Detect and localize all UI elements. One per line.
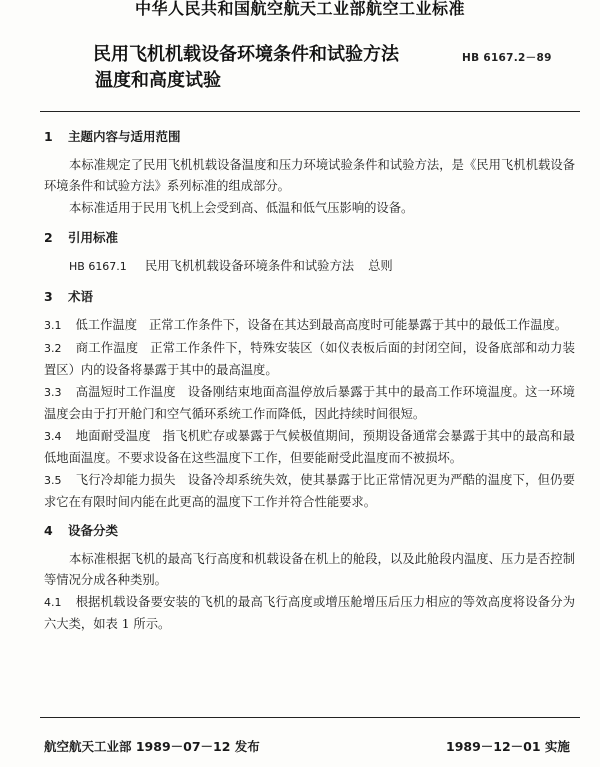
section-1-heading: [44, 127, 575, 147]
section-4-paragraph-1: 本标准根据飞机的最高飞行高度和机载设备在机上的舱段，以及此舱段内温度、压力是否控制等情况分成各种类别。: [44, 552, 575, 587]
term-name: 低工作温度: [75, 317, 137, 332]
reference-code: HB 6167.1: [69, 259, 127, 273]
section-1-paragraph-1: 本标准规定了民用飞机机载设备温度和压力环境试验条件和试验方法，是《民用飞机机载设备环境条件和试验方法》系列标准的组成部分。: [44, 158, 575, 193]
section-title: 主题内容与适用范围: [68, 129, 181, 144]
term-number: 3.3: [44, 386, 62, 399]
term-definition: 正常工作条件下，设备在其达到最高高度时可能暴露于其中的最低工作温度。: [149, 317, 568, 332]
term-3-2: [44, 338, 575, 380]
section-number: 2: [44, 229, 53, 245]
term-number: 3.4: [44, 430, 62, 443]
section-1-paragraph-2: 本标准适用于民用飞机上会受到高、低温和低气压影响的设备。: [69, 201, 414, 215]
term-3-5: [44, 470, 575, 512]
section-3-heading: [44, 287, 575, 307]
term-name: 地面耐受温度: [75, 429, 151, 443]
section-4-heading: [44, 521, 575, 541]
issue-date: 航空航天工业部 1989－07－12 发布: [44, 739, 260, 754]
footer-divider: [40, 717, 580, 718]
clause-text: 根据机载设备要安装的飞机的最高飞行高度或增压舱增压后压力相应的等效高度将设备分为六大类，如表 1 所示。: [44, 595, 575, 631]
document-body: [44, 127, 575, 636]
section-title: 设备分类: [68, 523, 119, 538]
clause-number: 4.1: [44, 596, 62, 609]
term-name: 商工作温度: [75, 341, 139, 355]
term-definition: 设备冷却系统失效，使其暴露于比正常情况更为严酷的温度下，但仍要求它在有限时间内能在此更高的温度下工作并符合性能要求。: [44, 473, 575, 509]
section-number: 1: [44, 129, 53, 144]
term-number: 3.1: [44, 318, 62, 332]
term-3-1: [44, 315, 575, 337]
term-number: 3.5: [44, 474, 62, 487]
term-3-3: [44, 382, 575, 424]
section-title: 术语: [68, 288, 94, 304]
title-line-2: 温度和高度试验: [95, 70, 221, 91]
effective-date: 1989－12－01 实施: [446, 739, 570, 754]
clause-4-1: [44, 592, 575, 634]
term-definition: 正常工作条件下，特殊安装区（如仪表板后面的封闭空间，设备底部和动力装置区）内的设备将暴露于其中的最高温度。: [44, 341, 575, 377]
term-number: 3.2: [44, 342, 62, 355]
section-title: 引用标准: [68, 229, 119, 245]
term-definition: 设备刚结束地面高温停放后暴露于其中的最高工作环境温度。这一环境温度会由于打开舱门和空气循环系统工作而降低，因此持续时间很短。: [44, 385, 575, 421]
term-name: 飞行冷却能力损失: [75, 473, 176, 487]
document-code: HB 6167.2－89: [462, 52, 552, 64]
reference-note: 总则: [368, 258, 393, 273]
reference-title: 民用飞机机载设备环境条件和试验方法: [145, 258, 355, 273]
document-title: [93, 42, 399, 94]
section-number: 3: [44, 288, 53, 304]
section-2-heading: [44, 228, 575, 248]
section-number: 4: [44, 523, 53, 538]
title-line-1: 民用飞机机载设备环境条件和试验方法: [93, 44, 399, 65]
term-definition: 指飞机贮存或暴露于气候极值期间，预期设备通常会暴露于其中的最高和最低地面温度。不要求设备在这些温度下工作，但要能耐受此温度而不被损坏。: [44, 429, 575, 465]
standard-banner: 中华人民共和国航空航天工业部航空工业标准: [134, 0, 465, 18]
header-divider: [40, 111, 580, 112]
term-name: 高温短时工作温度: [75, 385, 176, 399]
term-3-4: [44, 426, 575, 468]
referenced-standard: [44, 256, 575, 277]
